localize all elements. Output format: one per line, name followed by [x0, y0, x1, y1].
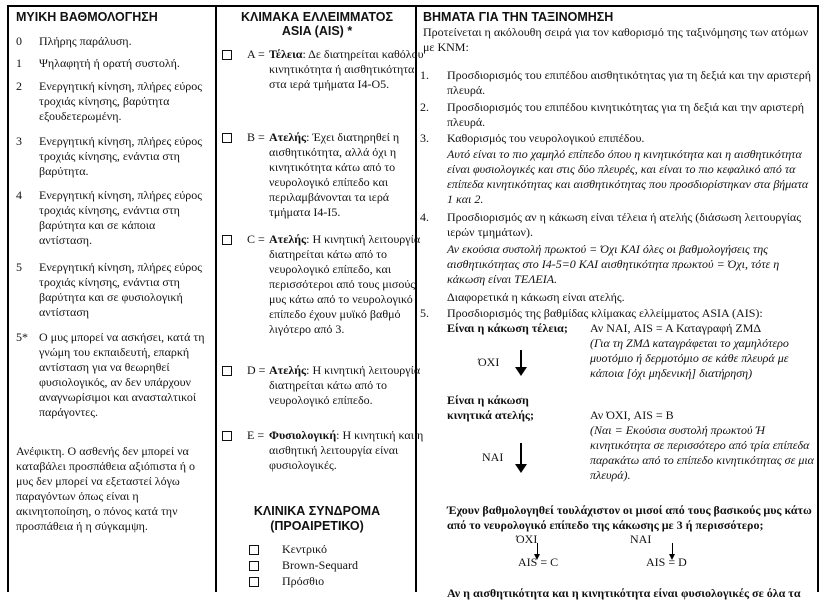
grade-e-text	[269, 428, 427, 473]
question-complete-yes: Αν ΝΑΙ, AIS = A Καταγραφή ΖΜΔ	[590, 321, 762, 335]
classification-steps-title: ΒΗΜΑΤΑ ΓΙΑ ΤΗΝ ΤΑΞΙΝΟΜΗΣΗ	[423, 10, 614, 24]
step-4-text: Προσδιορισμός αν η κάκωση είναι τέλεια ή ατελής (διάσωση λειτουργίας ιερών τμημάτων).	[447, 210, 801, 239]
clinical-syndromes-subtitle: (ΠΡΟΑΙΡΕΤΙΚΟ)	[270, 519, 364, 533]
grade-b-checkbox[interactable]	[222, 133, 232, 143]
grade-e-letter: E =	[247, 428, 265, 442]
grade-text: Πλήρης παράλυση.	[39, 34, 132, 48]
grade-a-letter: A =	[247, 47, 265, 61]
grade-c-name: Ατελής	[269, 232, 307, 246]
step-number: 5.	[420, 306, 429, 320]
grade-b-letter: B =	[247, 130, 265, 144]
grade-number: 5*	[16, 330, 28, 344]
syndrome-brown-sequard-label: Brown-Sequard	[282, 558, 358, 572]
grade-d-text	[269, 363, 427, 408]
step-2-text: Προσδιορισμός του επιπέδου κινητικότητας για τη δεξιά και την αριστερή πλευρά.	[447, 100, 804, 129]
grade-d-name: Ατελής	[269, 363, 307, 377]
grade-c-letter: C =	[247, 232, 265, 246]
syndrome-central-checkbox[interactable]	[249, 545, 259, 555]
no-label: ΌΧΙ	[478, 355, 500, 369]
grade-b-text	[269, 130, 427, 220]
grade-a-text	[269, 47, 427, 92]
question-motor-incomplete-no: Αν ΌΧΙ, AIS = B	[590, 408, 674, 422]
grade-text: Ενεργητική κίνηση, πλήρες εύρος τροχιάς κίνησης, βαρύτητα εξουδετερωμένη.	[39, 79, 203, 123]
ais-d-result: AIS = D	[646, 555, 687, 569]
key-muscles-no-label: ΌΧΙ	[516, 532, 538, 546]
grade-d-letter: D =	[247, 363, 266, 377]
grade-text: Ο μυς μπορεί να ασκήσει, κατά τη γνώμη του εκπαιδευτή, επαρκή αντίσταση για να θεωρηθεί φυσιολογικός, αν δεν υπάρχουν αναγνωρίσιμοι και ανασταλτικοί παράγοντες.	[39, 330, 205, 419]
grade-number: 5	[16, 260, 22, 274]
grade-text: Ενεργητική κίνηση, πλήρες εύρος τροχιάς κίνησης, ενάντια στη βαρύτητα και σε φυσιολογική αντίσταση	[39, 260, 203, 319]
grade-a-name: Τέλεια	[269, 47, 303, 61]
question-motor-incomplete-note: (Ναι = Εκούσια συστολή πρωκτού Ή κινητικότητα σε περισσότερο από τρία επίπεδα παρακάτω από το επίπεδο κινητικότητας σε μια πλευρά).	[590, 423, 814, 482]
question-complete-note: (Για τη ΖΜΔ καταγράφεται το χαμηλότερο μυοτόμιο ή δερμοτόμιο σε κάθε πλευρά με κάποια [όχι μηδενική] διατήρηση)	[590, 336, 789, 380]
grade-c-desc: : Η κινητική λειτουργία διατηρείται κάτω από το νευρολογικό επίπεδο, και περισσότεροι από τους μισούς μυς κάτω από το νευρολογικό επίπεδο έχουν μυϊκό βαθμό λιγότερο από 3.	[269, 232, 421, 336]
grade-text: Ενεργητική κίνηση, πλήρες εύρος τροχιάς κίνησης, ενάντια στη βαρύτητα.	[39, 134, 203, 178]
grade-b-desc: : Έχει διατηρηθεί η αισθητικότητα, αλλά όχι η κινητικότητα κάτω από το νευρολογικό επίπεδο και περιλαμβάνονται τα ιερά τμήματα I4-I5.	[269, 130, 400, 219]
question-motor-incomplete-line1: Είναι η κάκωση	[447, 393, 529, 407]
muscle-grading-title: ΜΥΙΚΗ ΒΑΘΜΟΛΟΓΗΣΗ	[16, 10, 158, 24]
grade-number: 0	[16, 34, 22, 48]
step-4-note2: Διαφορετικά η κάκωση είναι ατελής.	[447, 290, 625, 304]
grade-c-text	[269, 232, 427, 337]
syndrome-central-label: Κεντρικό	[282, 542, 327, 556]
grade-c-checkbox[interactable]	[222, 235, 232, 245]
grade-e-desc: : Η κινητική και η αισθητική λειτουργία είναι φυσιολογικές.	[269, 428, 424, 472]
question-key-muscles: Έχουν βαθμολογηθεί τουλάχιστον οι μισοί από τους βασικούς μυς κάτω από το νευρολογικό επίπεδο της κάκωσης με 3 ή περισσότερο;	[447, 503, 812, 532]
step-3-text: Καθορισμός του νευρολογικού επιπέδου.	[447, 131, 645, 145]
step-number: 4.	[420, 210, 429, 224]
down-arrow-icon	[520, 350, 522, 370]
step-1-text: Προσδιορισμός του επιπέδου αισθητικότητας για τη δεξιά και την αριστερή πλευρά.	[447, 68, 812, 97]
step-4-note: Αν εκούσια συστολή πρωκτού = Όχι ΚΑΙ όλες οι βαθμολογήσεις της αισθητικότητας στο I4-5=0 ΚΑΙ αισθητικότητα πρωκτού = Όχι, τότε η κάκωση είναι ΤΕΛΕΙΑ.	[447, 242, 780, 286]
grade-b-name: Ατελής	[269, 130, 307, 144]
syndrome-brown-sequard-checkbox[interactable]	[249, 561, 259, 571]
grade-number: 3	[16, 134, 22, 148]
column-divider-1	[215, 5, 217, 592]
grade-a-checkbox[interactable]	[222, 50, 232, 60]
key-muscles-yes-label: ΝΑΙ	[630, 532, 652, 546]
step-5-text: Προσδιορισμός της βαθμίδας κλίμακας ελλείμματος ASIA (AIS):	[447, 306, 763, 320]
grade-d-checkbox[interactable]	[222, 366, 232, 376]
asia-scale-title: ΚΛΙΜΑΚΑ ΕΛΛΕΙΜΜΑΤΟΣ	[240, 10, 394, 24]
step-number: 2.	[420, 100, 429, 114]
grade-number: 2	[16, 79, 22, 93]
down-arrow-icon	[520, 443, 522, 467]
intro-text: Προτείνεται η ακόλουθη σειρά για τον καθορισμό της ταξινόμησης των ατόμων με ΚΝΜ:	[423, 25, 809, 54]
not-testable-note: Ανέφικτη. Ο ασθενής δεν μπορεί να καταβάλει προσπάθεια αξιόπιστα ή ο μυς δεν μπορεί να εξεταστεί λόγω παραγόντων όπως είναι η ακινητοποίηση, ο πόνος κατά την προσπάθεια ή η σύγκαμψη.	[16, 444, 195, 533]
step-number: 3.	[420, 131, 429, 145]
step-3-note: Αυτό είναι το πιο χαμηλό επίπεδο όπου η κινητικότητα και η αισθητικότητα είναι φυσιολογικές και στις δύο πλευρές, και είναι το πιο κεφαλικό από τα επίπεδα κινητικότητας και αισθητικότητας που προσδιορίστηκαν στα βήματα 1 και 2.	[447, 147, 809, 206]
grade-d-desc: : Η κινητική λειτουργία διατηρείται κάτω από το νευρολογικό επίπεδο.	[269, 363, 421, 407]
grade-e-checkbox[interactable]	[222, 431, 232, 441]
syndrome-anterior-checkbox[interactable]	[249, 577, 259, 587]
ais-c-result: AIS = C	[518, 555, 559, 569]
clinical-syndromes-title: ΚΛΙΝΙΚΑ ΣΥΝΔΡΟΜΑ	[253, 504, 381, 518]
grade-e-name: Φυσιολογική	[269, 428, 337, 442]
grade-text: Ενεργητική κίνηση, πλήρες εύρος τροχιάς κίνησης, ενάντια στη βαρύτητα και σε κάποια αντίσταση.	[39, 188, 203, 247]
grade-text: Ψηλαφητή ή ορατή συστολή.	[39, 56, 180, 70]
grade-number: 4	[16, 188, 22, 202]
question-complete: Είναι η κάκωση τέλεια;	[447, 321, 568, 335]
yes-label: ΝΑΙ	[482, 450, 504, 464]
grade-a-desc: : Δε διατηρείται καθόλου κινητικότητα ή αισθητικότητα στα ιερά τμήματα I4-Ο5.	[269, 47, 424, 91]
grade-number: 1	[16, 56, 22, 70]
step-number: 1.	[420, 68, 429, 82]
question-motor-incomplete-line2: κινητικά ατελής;	[447, 408, 534, 422]
asia-scale-subtitle: ASIA (AIS) *	[281, 24, 353, 38]
syndrome-anterior-label: Πρόσθιο	[282, 574, 325, 588]
cut-off-line: Αν η αισθητικότητα και η κινητικότητα είναι φυσιολογικές σε όλα τα	[447, 586, 801, 600]
